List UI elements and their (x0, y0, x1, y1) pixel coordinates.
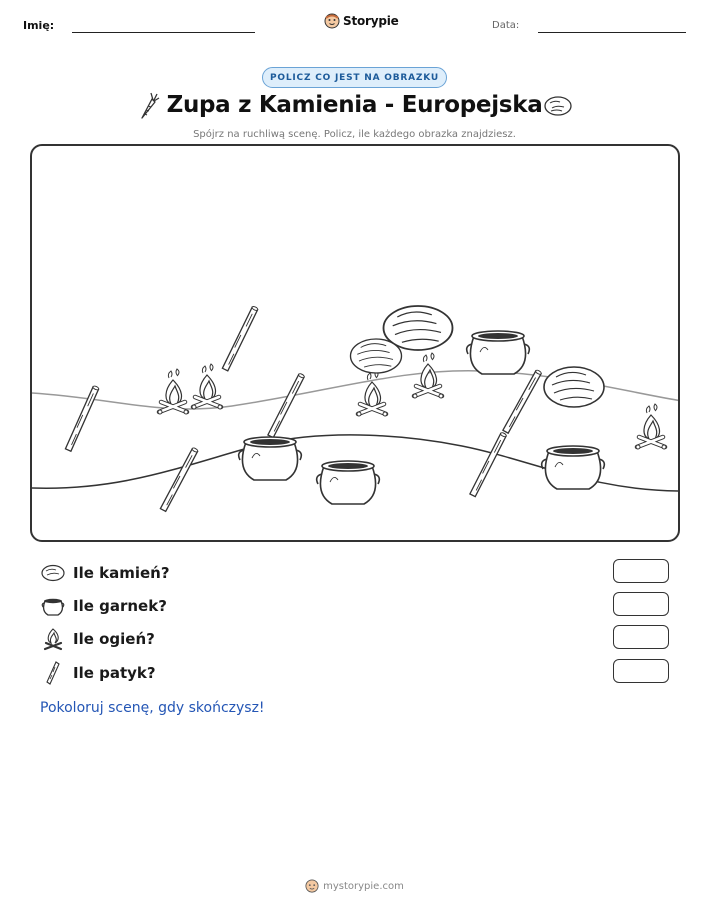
brand-logo (324, 13, 399, 29)
stick-6 (503, 369, 542, 433)
stone-3 (544, 367, 604, 407)
stick-1 (65, 385, 99, 451)
fire-5 (636, 404, 666, 449)
question-pots (40, 594, 167, 618)
counting-scene (30, 144, 680, 542)
stick-5 (470, 432, 507, 497)
question-label: Ile ogień? (73, 630, 155, 648)
name-label: Imię: (23, 19, 55, 32)
page-title: Zupa z Kamienia - Europejska (166, 92, 543, 118)
pot-1 (467, 331, 530, 374)
stick-icon (40, 661, 66, 685)
pot-4 (542, 446, 605, 489)
footer (0, 879, 709, 893)
answer-box-pots[interactable] (613, 592, 669, 616)
stone-2 (351, 339, 402, 373)
instructions: Spójrz na ruchliwą scenę. Policz, ile każdego obrazka znajdziesz. (193, 129, 516, 140)
answer-box-fires[interactable] (613, 625, 669, 649)
question-fires (40, 627, 155, 651)
pot-3 (317, 461, 380, 504)
stone-icon (543, 95, 573, 117)
question-label: Ile patyk? (73, 664, 156, 682)
question-label: Ile garnek? (73, 597, 167, 615)
brand-name: Storypie (343, 14, 399, 28)
pie-mascot-icon (324, 13, 340, 29)
pie-mascot-icon (305, 879, 319, 893)
date-label: Data: (492, 20, 520, 31)
stick-2 (222, 306, 258, 371)
question-stones (40, 561, 170, 585)
fire-icon (40, 627, 66, 651)
answer-box-stones[interactable] (613, 559, 669, 583)
fire-3 (357, 371, 387, 416)
question-label: Ile kamień? (73, 564, 170, 582)
stone-icon (40, 561, 66, 585)
fire-4 (413, 353, 443, 398)
pot-icon (40, 594, 66, 618)
answer-box-sticks[interactable] (613, 659, 669, 683)
coloring-note: Pokoloruj scenę, gdy skończysz! (40, 700, 265, 716)
fire-2 (192, 364, 222, 409)
stick-4 (160, 447, 198, 511)
activity-tag: POLICZ CO JEST NA OBRAZKU (262, 67, 447, 88)
name-line[interactable] (72, 32, 255, 33)
date-line[interactable] (538, 32, 686, 33)
pot-2 (239, 437, 302, 480)
stick-3 (268, 373, 305, 438)
question-sticks (40, 661, 156, 685)
footer-url: mystorypie.com (323, 880, 404, 892)
